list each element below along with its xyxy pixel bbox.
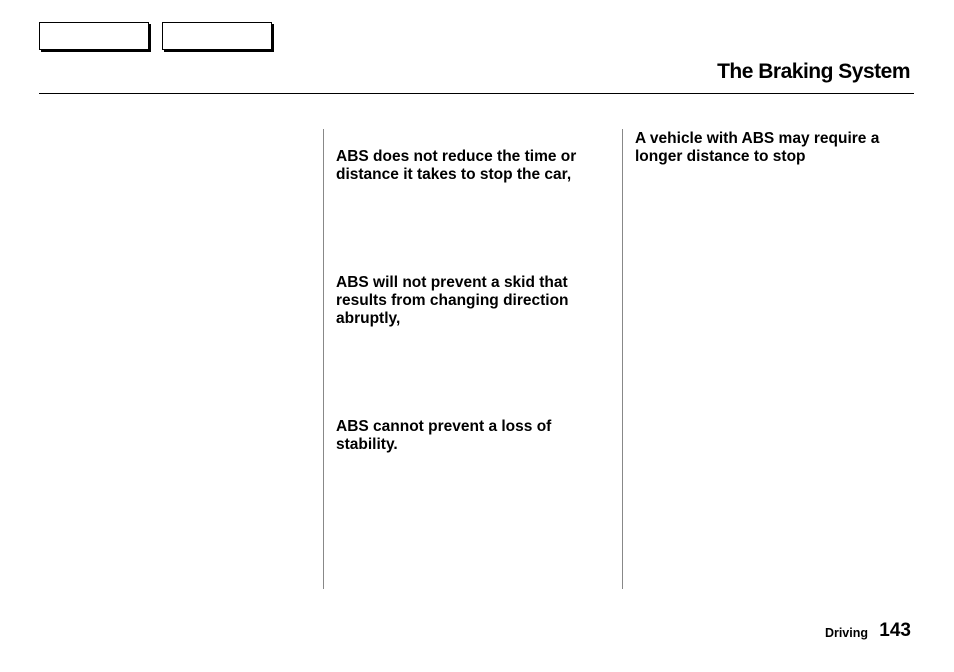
footer-section-name: Driving — [824, 626, 868, 640]
text-line: results from changing direction — [336, 292, 569, 309]
title-divider — [39, 93, 914, 94]
abs-stopping-distance-note — [336, 148, 576, 184]
text-line: A vehicle with ABS may require a — [635, 130, 880, 147]
abs-stability-note — [336, 418, 551, 454]
nav-button-contents[interactable] — [39, 22, 149, 50]
column-divider-right — [622, 129, 623, 589]
abs-longer-distance-note — [635, 130, 879, 166]
column-divider-left — [323, 129, 324, 589]
page-number: 143 — [879, 620, 911, 641]
abs-skid-note — [336, 274, 569, 328]
text-line: distance it takes to stop the car, — [336, 166, 572, 183]
page-title: The Braking System — [717, 60, 910, 83]
text-line: ABS does not reduce the time or — [336, 148, 577, 165]
nav-button-index[interactable] — [162, 22, 272, 50]
text-line: ABS will not prevent a skid that — [336, 274, 568, 291]
text-line: longer distance to stop — [635, 148, 806, 165]
text-line: ABS cannot prevent a loss of — [336, 418, 552, 435]
text-line: abruptly, — [336, 310, 401, 327]
text-line: stability. — [336, 436, 398, 453]
